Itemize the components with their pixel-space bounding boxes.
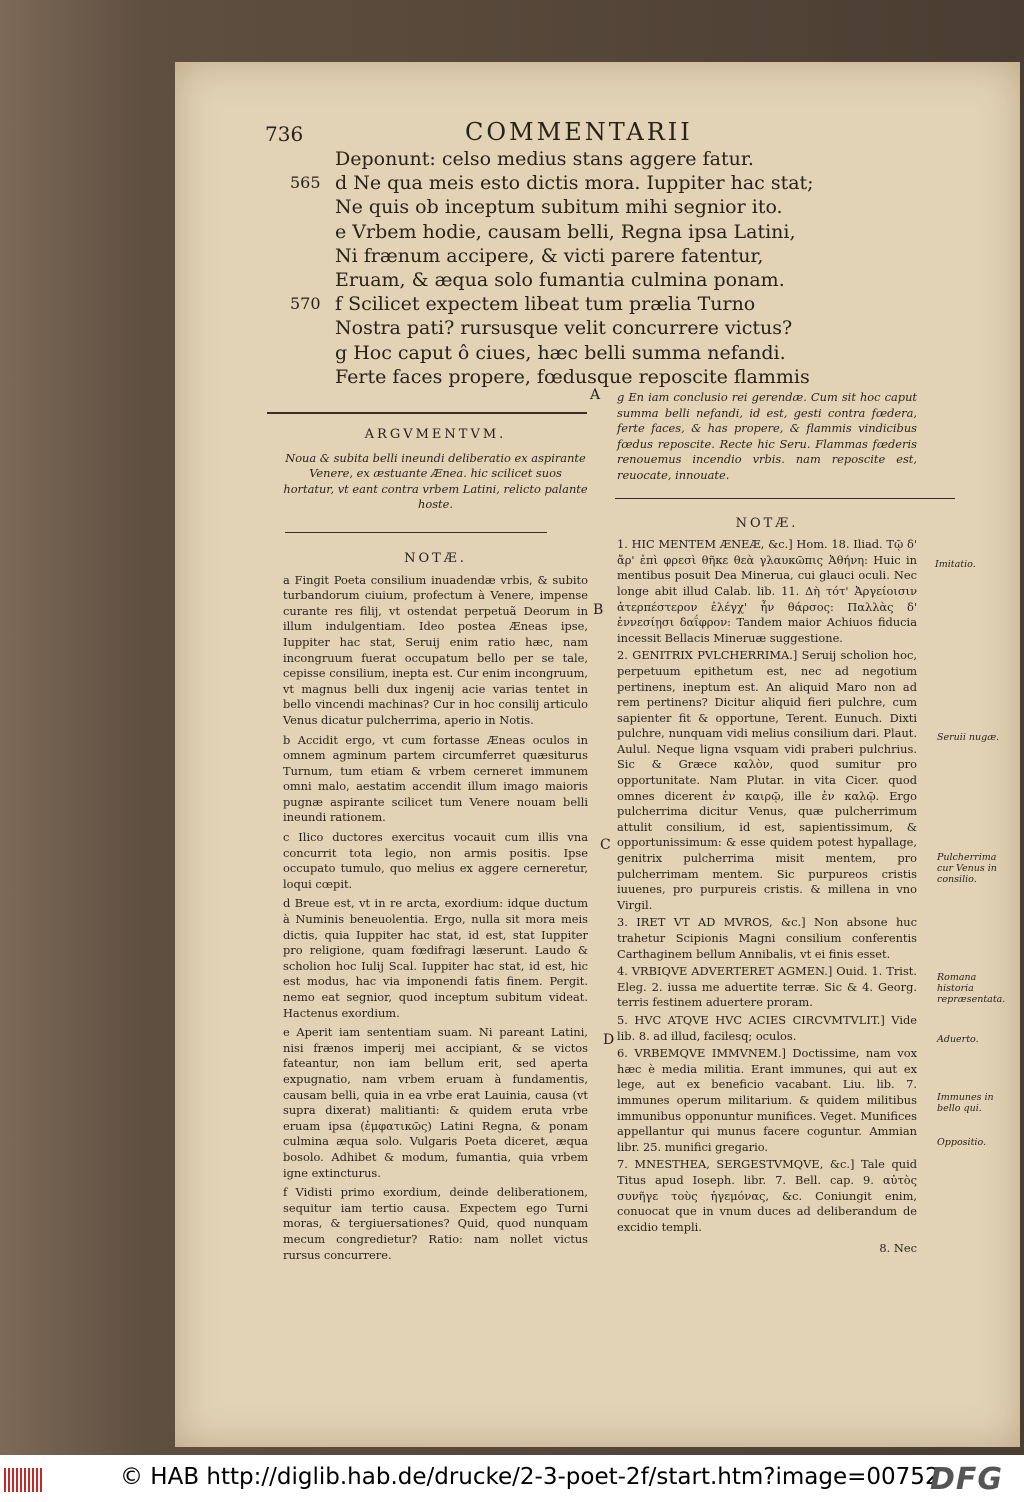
note-paragraph: 1. HIC MENTEM ÆNEÆ, &c.] Hom. 18. Iliad. Τῷ δ' ἄρ' ἐπὶ φρεσὶ θῆκε θεὰ γλαυκῶπις Ἀθήνη: Huic in mentibus posuit Dea Minerua, cui glauci oculi. Nec longe abit illud Calab. lib. 11. Δὴ τότ' Ἀργείοισιν ἀτερπέστερον ἐλέγχ' ἦν θάρσος: Παλλὰς δ' ἐννεσίῃσι δαΐφρον: Tandem maior Achiuos fiducia incessit Bellacis Mineruæ suggestione. (617, 537, 917, 645)
margin-letter-d: D (603, 1032, 615, 1048)
poem-line: 570 f Scilicet expectem libeat tum prælia Turno (290, 293, 756, 316)
note-paragraph: 5. HVC ATQVE HVC ACIES CIRCVMTVLIT.] Vide lib. 8. ad illud, facilesq; oculos. (617, 1012, 917, 1043)
footer-bar (0, 1455, 1024, 1502)
left-column (283, 427, 588, 1263)
dfg-logo: DFG (930, 1462, 1004, 1497)
poem-line: e Vrbem hodie, causam belli, Regna ipsa Latini, (335, 220, 796, 243)
rule-left-top (267, 412, 587, 414)
copyright-link[interactable]: © HAB http://diglib.hab.de/drucke/2-3-poet-2f/start.htm?image=00752 (120, 1464, 940, 1490)
running-head: COMMENTARII (465, 118, 693, 146)
note-paragraph: c Ilico ductores exercitus vocauit cum illis vna concurrit tota legio, non armis positis. Ipse occupato tumulo, quo melius ex aggere cerneretur, loqui cœpit. (283, 830, 588, 891)
right-column (617, 390, 917, 1257)
poem-line: Ni frænum accipere, & victi parere fatentur, (335, 244, 764, 267)
catchword: 8. Nec (879, 1241, 917, 1256)
poem-line: Deponunt: celso medius stans aggere fatur. (335, 148, 754, 170)
margin-gloss-imitatio: Imitatio. (935, 559, 976, 570)
argumentum-text: Noua & subita belli ineundi deliberatio ex aspirante Venere, ex æstuante Ænea. hic scilicet suos hortatur, vt eant contra vrbem Latini, relicto palante hoste. (283, 450, 588, 512)
margin-gloss-aduerto: Aduerto. (937, 1034, 979, 1045)
argumentum-heading: ARGVMENTVM. (364, 427, 507, 442)
verse-number: 565 (290, 173, 321, 193)
margin-gloss-immunes: Immunes in bello qui. (937, 1092, 994, 1114)
margin-letter-c: C (600, 837, 611, 853)
poem-line: Eruam, & æqua solo fumantia culmina ponam. (335, 269, 785, 292)
note-paragraph: 2. GENITRIX PVLCHERRIMA.] Seruij scholion hoc, perpetuum epithetum est, nec ad negotium pertinens, ineptum est. An aliquid Maro non ad rem pertinens? Dicitur aliquid fieri pulchre, cum sapienter fit & opportune, Terent. Eunuch. Dixti pulchre, nunquam vidi melius consilium dari. Plaut. Aulul. Neque ligna vsquam vidi praberi pulchrius. Sic & Græce καλὸν, quod sumitur pro opportunitate. Nam Plutar. in vita Cicer. quod omnes dicerent ἐν καιρῷ, ille ἐν καλῷ. Ergo pulcherrima dicitur Venus, quæ pulcherrimum attulit consilium, id est, sapientissimum, & opportunissimum: & esse quidem potest hypallage, genitrix pulcherrima misit mentem, pro pulcherrimam mentem. Sic purpureos cristis iuuenes, pro purpureis cristis. & millena in vno Virgil. (617, 648, 917, 912)
poem-line: Ferte faces propere, fœdusque reposcite flammis (335, 365, 810, 388)
note-paragraph: b Accidit ergo, vt cum fortasse Æneas oculos in omnem agminum partem circumferret quæsiturus Turnum, tum etiam & vrbem cerneret immunem omni malo, aestatim accendit illum imago maioris pugnæ aspirante scilicet tum Venere nouam belli ineundi rationem. (283, 732, 588, 825)
notae-heading-right: NOTÆ. (735, 515, 799, 531)
poem-line: Nostra pati? rursusque velit concurrere victus? (335, 317, 793, 340)
note-paragraph: f Vidisti primo exordium, deinde deliberationem, sequitur iam tertio causa. Expectem ego Turni moras, & tergiuersationes? Quid, quod nunquam mecum congredietur? Ratio: nam nollet victus rursus concurrere. (283, 1185, 588, 1262)
note-paragraph: 7. MNESTHEA, SERGESTVMQVE, &c.] Tale quid Titus apud Ioseph. libr. 7. Bell. cap. 9. αὐτὸς συνῆγε τοὺς ἡγεμόνας, &c. Coniungit enim, conuocat que in vnum duces ad deliberandum de excidio templi. (617, 1157, 917, 1234)
note-paragraph: 3. IRET VT AD MVROS, &c.] Non absone huc trahetur Scipionis Magni consilium conferentis Carthaginem bellum Annibalis, vt ei finis esset. (617, 915, 917, 961)
page-number: 736 (265, 122, 304, 146)
note-paragraph: e Aperit iam sententiam suam. Ni pareant Latini, nisi frænos imperij mei accipiant, & se victos fateantur, non iam bellum erit, sed aperta expugnatio, nam vrbem eruam à fundamentis, causam belli, quia in ea vrbe erat Lauinia, causa (vt supra dixerat) malitianti: & quidem eruta vrbe eruam ipsa (ἐμφατικῶς) Latini Regna, & ponam culmina æqua solo. Vulgaris Poeta diceret, æqua bosolo. Adhibet & modum, fumantia, quia vrbem igne extincturus. (283, 1025, 588, 1180)
margin-letter-a: A (590, 387, 601, 403)
margin-gloss-romana: Romana historia repræsentata. (937, 972, 1006, 1005)
verse-number: 570 (290, 294, 321, 314)
note-paragraph: d Breue est, vt in re arcta, exordium: idque ductum à Numinis beneuolentia. Ergo, nulla sit mora meis dictis, quia Iuppiter hac stat, id est, stat Iuppiter pro religione, quam fœdifragi læserunt. Laudo & scholion hoc Iulij Scal. Iuppiter hac stat, id est, hic est modus, hac via imponendi fatis finem. Pergit. nemo eat segnior, quod inceptum subitum videat. Hactenus exordium. (283, 896, 588, 1020)
notae-heading-left: NOTÆ. (404, 550, 467, 566)
note-paragraph: a Fingit Poeta consilium inuadendæ vrbis, & subito turbandorum ciuium, profectum à Venere, impense curante res filij, vt ostendat perpetuã Deorum in illum indulgentiam. Ideo postea Æneas ipse, Iuppiter hac stat, Seruij enim ratio hæc, nam incongruum fuerat occupatum bello per se tale, cepisse consilium, inepta est. Cur enim incongruum, vt magnus belli dux ingenij acie varias tentet in bello vincendi machinas? Cur in hoc consilij articulo Venus dicatur pulcherrima, aperio in Notis. (283, 572, 588, 727)
poem-line: g Hoc caput ô ciues, hæc belli summa nefandi. (335, 341, 786, 364)
margin-gloss-pulcherrima: Pulcherrima cur Venus in consilio. (937, 852, 997, 885)
poem-line: Ne quis ob inceptum subitum mihi segnior ito. (335, 196, 783, 219)
note-paragraph-g: g En iam conclusio rei gerendæ. Cum sit hoc caput summa belli nefandi, id est, gesti contra fœdera, ferte faces, & has propere, & flammis vindicibus fœdus reposcite. Recte hic Seru. Flammas fœderis renouemus incendio vrbis. nam reposcite est, reuocate, innouate. (617, 390, 917, 482)
margin-gloss-seruii: Seruii nugæ. (937, 732, 1000, 743)
book-page (175, 62, 1020, 1447)
note-paragraph: 4. VRBIQVE ADVERTERET AGMEN.] Ouid. 1. Trist. Eleg. 2. iussa me aduertite terræ. Sic & 4. Georg. terris festinem aduertere proram. (617, 964, 917, 1010)
poem-block (290, 147, 955, 389)
margin-letter-b: B (593, 602, 604, 618)
note-paragraph: 6. VRBEMQVE IMMVNEM.] Doctissime, nam vox hæc è media militia. Erant immunes, qui aut ex lege, aut ex beneficio vacabant. Liu. lib. 7. immunes operum militarium. & quidem militibus immunibus opponuntur munifices. Veget. Munifices appellantur qui munus facere coguntur. Ammian libr. 25. munifici gregario. (617, 1046, 917, 1154)
poem-line: 565 d Ne qua meis esto dictis mora. Iuppiter hac stat; (290, 172, 814, 195)
barcode-icon (4, 1468, 44, 1492)
margin-gloss-oppositio: Oppositio. (937, 1137, 987, 1148)
